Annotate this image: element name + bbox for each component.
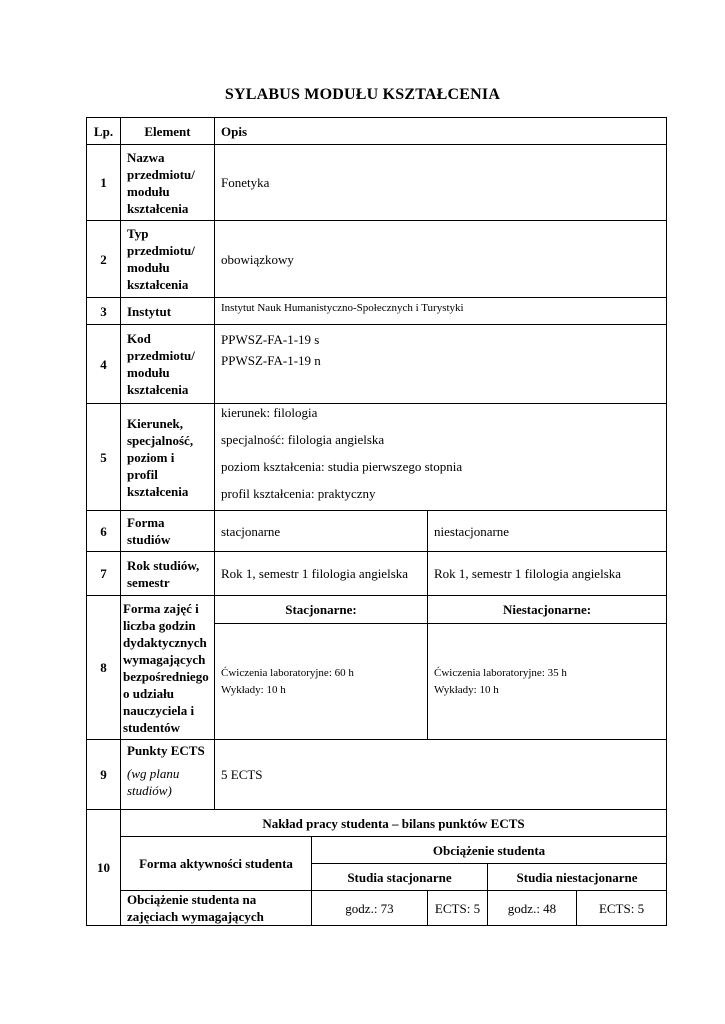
studia-stacjonarne-label: Studia stacjonarne <box>312 864 488 891</box>
stac-godz: godz.: 73 <box>312 891 428 926</box>
row-10-data <box>87 891 667 926</box>
header-element: Element <box>121 118 215 145</box>
row-3 <box>87 298 667 325</box>
header-lp: Lp. <box>87 118 121 145</box>
niestacjonarne-value: niestacjonarne <box>428 511 667 552</box>
row-value: Fonetyka <box>215 145 667 221</box>
row-label: Kod przedmiotu/ modułu kształcenia <box>121 325 215 404</box>
row-1 <box>87 145 667 221</box>
row-number: 10 <box>87 810 121 926</box>
header-row <box>87 118 667 145</box>
forma-aktywnosci-label: Forma aktywności studenta <box>121 837 312 891</box>
document-title: SYLABUS MODUŁU KSZTAŁCENIA <box>224 86 501 103</box>
niestac-ects: ECTS: 5 <box>577 891 667 926</box>
row-10-header-a <box>87 837 667 864</box>
row-value: kierunek: filologia specjalność: filologia angielska poziom kształcenia: studia pierwszego stopnia profil kształcenia: praktyczny <box>215 404 667 511</box>
obciazenie-row-label: Obciążenie studenta na zajęciach wymagających <box>121 891 312 926</box>
row-value: obowiązkowy <box>215 221 667 298</box>
row-7 <box>87 552 667 596</box>
syllabus-table <box>86 117 667 926</box>
row-label: Rok studiów, semestr <box>121 552 215 596</box>
row-label: Forma zajęć i liczba godzin dydaktycznych wymagających bezpośredniego o udziału nauczyciela i studentów <box>121 596 215 740</box>
row-6 <box>87 511 667 552</box>
section-title: Nakład pracy studenta – bilans punktów ECTS <box>121 810 667 837</box>
row-number: 5 <box>87 404 121 511</box>
row-label: Typ przedmiotu/ modułu kształcenia <box>121 221 215 298</box>
row-8-head <box>87 596 667 624</box>
row-number: 4 <box>87 325 121 404</box>
row-number: 7 <box>87 552 121 596</box>
row-value: 5 ECTS <box>215 740 667 810</box>
obciazenie-label: Obciążenie studenta <box>312 837 667 864</box>
row-label: Forma studiów <box>121 511 215 552</box>
row-label: Instytut <box>121 298 215 325</box>
stacjonarne-heading: Stacjonarne: <box>215 596 428 624</box>
stacjonarne-value: Rok 1, semestr 1 filologia angielska <box>215 552 428 596</box>
stacjonarne-hours: Ćwiczenia laboratoryjne: 60 h Wykłady: 10 h <box>215 624 428 740</box>
row-10-section <box>87 810 667 837</box>
row-number: 8 <box>87 596 121 740</box>
niestacjonarne-heading: Niestacjonarne: <box>428 596 667 624</box>
row-9 <box>87 740 667 810</box>
row-5 <box>87 404 667 511</box>
row-label: Nazwa przedmiotu/ modułu kształcenia <box>121 145 215 221</box>
row-number: 1 <box>87 145 121 221</box>
row-4 <box>87 325 667 404</box>
row-label: Kierunek, specjalność, poziom i profil kształcenia <box>121 404 215 511</box>
niestac-godz: godz.: 48 <box>488 891 577 926</box>
stac-ects: ECTS: 5 <box>428 891 488 926</box>
row-number: 6 <box>87 511 121 552</box>
stacjonarne-value: stacjonarne <box>215 511 428 552</box>
row-2 <box>87 221 667 298</box>
header-opis: Opis <box>215 118 667 145</box>
row-value: Instytut Nauk Humanistyczno-Społecznych i Turystyki <box>215 298 667 325</box>
studia-niestacjonarne-label: Studia niestacjonarne <box>488 864 667 891</box>
niestacjonarne-hours: Ćwiczenia laboratoryjne: 35 h Wykłady: 10 h <box>428 624 667 740</box>
row-number: 9 <box>87 740 121 810</box>
row-value: PPWSZ-FA-1-19 s PPWSZ-FA-1-19 n <box>215 325 667 404</box>
row-number: 3 <box>87 298 121 325</box>
niestacjonarne-value: Rok 1, semestr 1 filologia angielska <box>428 552 667 596</box>
ects-note: (wg planu studiów) <box>127 766 180 798</box>
row-label: Punkty ECTS (wg planu studiów) <box>121 740 215 810</box>
row-number: 2 <box>87 221 121 298</box>
